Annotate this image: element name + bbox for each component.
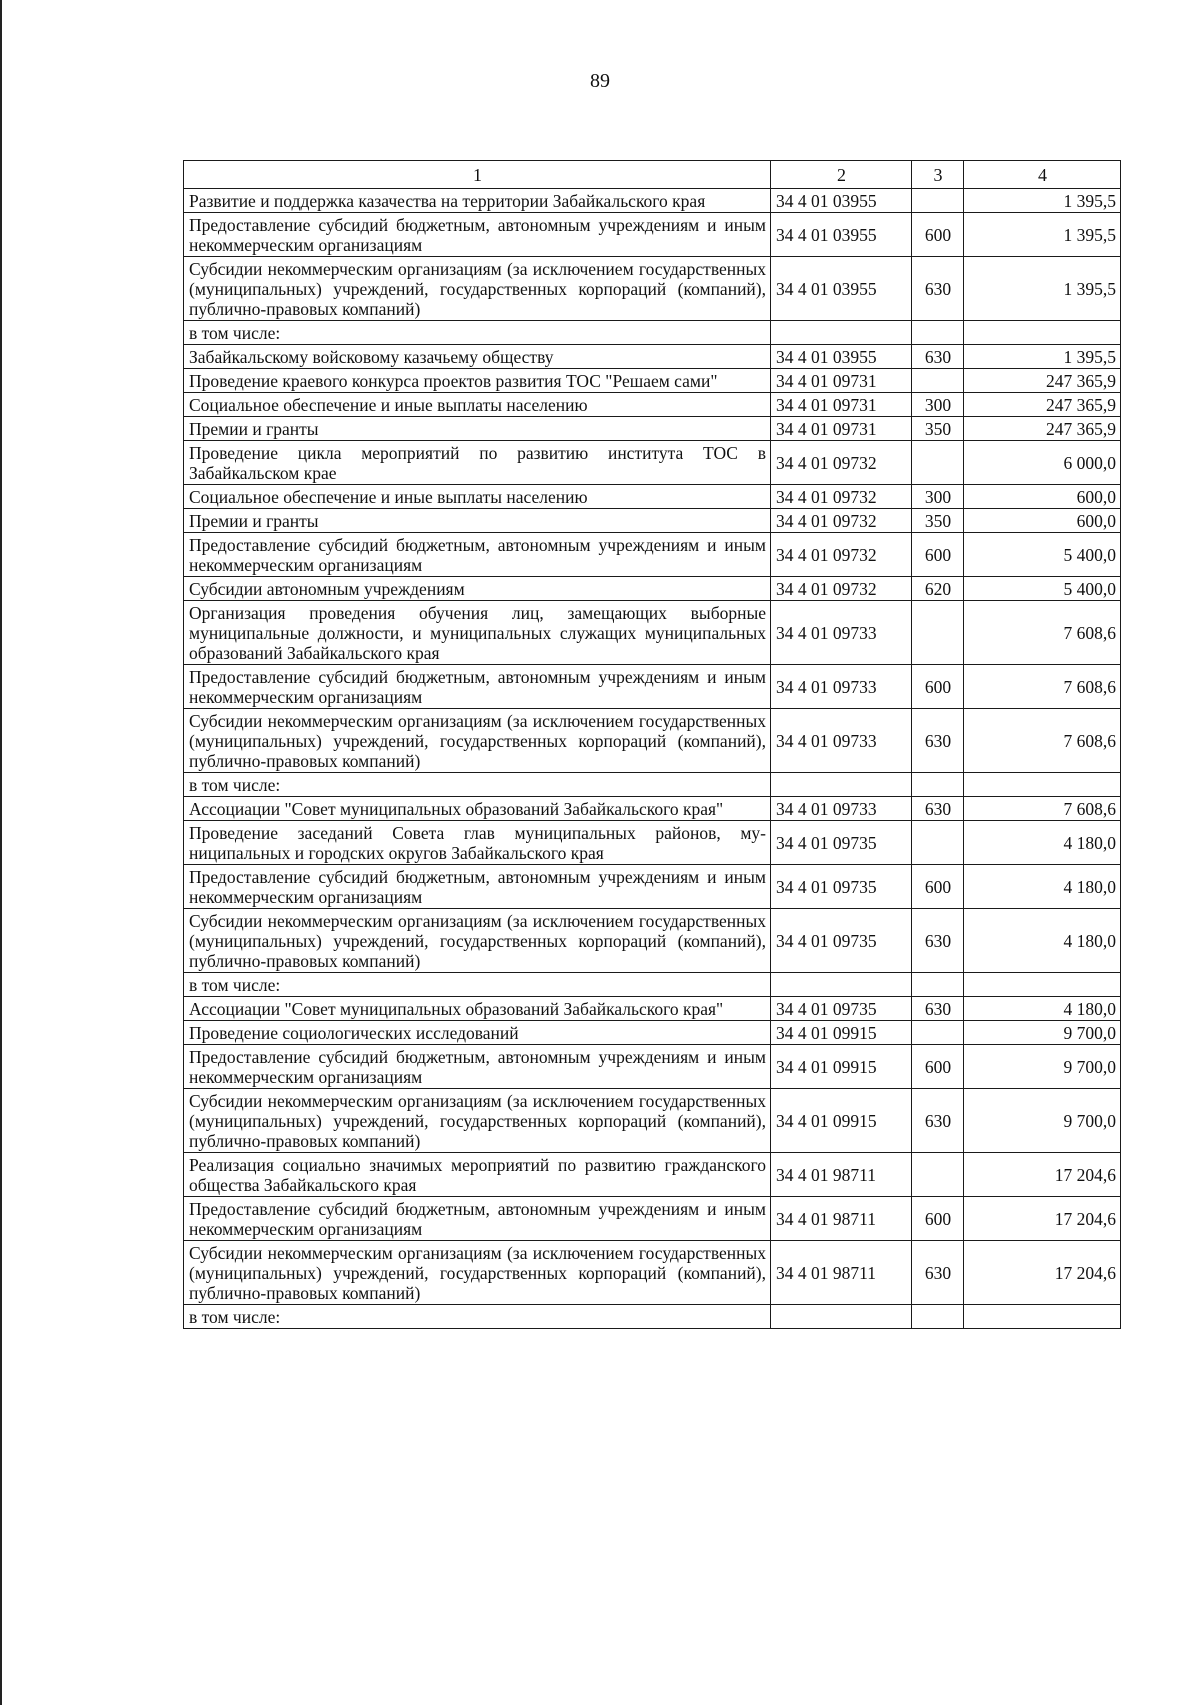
row-code-cell: 34 4 01 09733 [771,709,912,773]
table-row [184,577,1121,601]
row-name-cell: Развитие и поддержка казачества на территории Забайкальского края [184,189,771,213]
scan-edge [0,0,2,1705]
row-name-cell: в том числе: [184,321,771,345]
column-header: 3 [912,161,964,189]
table-row [184,509,1121,533]
row-name-cell: Предоставление субсидий бюджетным, автономным учреждениям и иным некоммерческим организациям [184,665,771,709]
row-name-cell: в том числе: [184,1305,771,1329]
row-type-cell [912,601,964,665]
row-code-cell: 34 4 01 09732 [771,533,912,577]
row-name-cell: Субсидии автономным учреждениям [184,577,771,601]
row-type-cell: 600 [912,533,964,577]
row-type-cell: 300 [912,485,964,509]
table-row [184,1305,1121,1329]
row-type-cell: 600 [912,865,964,909]
row-sum-cell: 17 204,6 [964,1241,1121,1305]
row-code-cell: 34 4 01 09732 [771,577,912,601]
column-header: 2 [771,161,912,189]
table-row [184,1197,1121,1241]
row-type-cell: 350 [912,509,964,533]
table-row [184,213,1121,257]
row-name-cell: Социальное обеспечение и иные выплаты населению [184,485,771,509]
row-name-cell: Субсидии некоммерческим организациям (за исключением государственных (муниципальных) учреждений, государственных корпораций (компаний), публично-правовых компаний) [184,709,771,773]
table-row [184,973,1121,997]
row-code-cell: 34 4 01 09735 [771,865,912,909]
table-row [184,345,1121,369]
row-sum-cell: 9 700,0 [964,1045,1121,1089]
budget-table [183,160,1121,1329]
row-name-cell: Субсидии некоммерческим организациям (за исключением государственных (муниципальных) учреждений, государственных корпораций (компаний), публично-правовых компаний) [184,909,771,973]
row-sum-cell [964,321,1121,345]
row-name-cell: Субсидии некоммерческим организациям (за исключением государственных (муниципальных) учреждений, государственных корпораций (компаний), публично-правовых компаний) [184,1241,771,1305]
table-row [184,533,1121,577]
row-type-cell: 600 [912,665,964,709]
row-sum-cell: 247 365,9 [964,417,1121,441]
row-name-cell: Субсидии некоммерческим организациям (за исключением государственных (муниципальных) учреждений, государственных корпораций (компаний), публично-правовых компаний) [184,1089,771,1153]
row-type-cell: 600 [912,1045,964,1089]
table-row [184,865,1121,909]
row-code-cell: 34 4 01 09731 [771,393,912,417]
table-row [184,997,1121,1021]
row-type-cell: 630 [912,1089,964,1153]
row-sum-cell: 7 608,6 [964,709,1121,773]
row-code-cell: 34 4 01 09731 [771,417,912,441]
row-code-cell: 34 4 01 03955 [771,257,912,321]
row-type-cell [912,189,964,213]
row-sum-cell: 1 395,5 [964,345,1121,369]
row-code-cell: 34 4 01 09735 [771,997,912,1021]
row-sum-cell: 9 700,0 [964,1021,1121,1045]
row-code-cell: 34 4 01 98711 [771,1241,912,1305]
table-row [184,601,1121,665]
row-code-cell: 34 4 01 09732 [771,509,912,533]
row-type-cell: 630 [912,1241,964,1305]
row-sum-cell: 247 365,9 [964,369,1121,393]
table-row [184,1045,1121,1089]
row-sum-cell: 4 180,0 [964,909,1121,973]
row-type-cell: 630 [912,709,964,773]
row-type-cell: 630 [912,909,964,973]
row-sum-cell: 9 700,0 [964,1089,1121,1153]
row-name-cell: Проведение социологических исследований [184,1021,771,1045]
row-code-cell: 34 4 01 03955 [771,345,912,369]
row-sum-cell: 5 400,0 [964,533,1121,577]
row-code-cell: 34 4 01 03955 [771,213,912,257]
row-sum-cell: 7 608,6 [964,665,1121,709]
row-name-cell: Социальное обеспечение и иные выплаты населению [184,393,771,417]
table-row [184,909,1121,973]
row-name-cell: Субсидии некоммерческим организациям (за исключением государственных (муниципальных) учреждений, государственных корпораций (компаний), публично-правовых компаний) [184,257,771,321]
row-name-cell: Премии и гранты [184,509,771,533]
row-type-cell [912,821,964,865]
row-code-cell: 34 4 01 09735 [771,821,912,865]
row-sum-cell: 4 180,0 [964,865,1121,909]
table-row [184,773,1121,797]
row-sum-cell: 1 395,5 [964,189,1121,213]
table-row [184,321,1121,345]
row-code-cell: 34 4 01 09733 [771,601,912,665]
row-code-cell: 34 4 01 09733 [771,665,912,709]
row-sum-cell: 4 180,0 [964,997,1121,1021]
table-row [184,1021,1121,1045]
row-name-cell: в том числе: [184,773,771,797]
table-row [184,797,1121,821]
row-name-cell: Проведение цикла мероприятий по развитию института ТОС в Забайкальском крае [184,441,771,485]
row-type-cell: 350 [912,417,964,441]
row-name-cell: Забайкальскому войсковому казачьему обществу [184,345,771,369]
row-type-cell [912,321,964,345]
row-type-cell: 600 [912,1197,964,1241]
row-code-cell [771,1305,912,1329]
table-row [184,485,1121,509]
row-type-cell [912,441,964,485]
row-type-cell: 630 [912,345,964,369]
row-name-cell: Ассоциации "Совет муниципальных образований Забайкальского края" [184,997,771,1021]
table-row [184,257,1121,321]
row-name-cell: Предоставление субсидий бюджетным, автономным учреждениям и иным некоммерческим организациям [184,1197,771,1241]
row-sum-cell: 7 608,6 [964,797,1121,821]
row-name-cell: Организация проведения обучения лиц, замещающих выборные муниципальные должности, и муниципальных служащих муниципальных образований Забайкальского края [184,601,771,665]
row-name-cell: Ассоциации "Совет муниципальных образований Забайкальского края" [184,797,771,821]
row-sum-cell: 1 395,5 [964,257,1121,321]
row-type-cell [912,1305,964,1329]
row-code-cell [771,321,912,345]
row-type-cell: 630 [912,997,964,1021]
row-type-cell [912,1153,964,1197]
row-type-cell [912,1021,964,1045]
row-name-cell: Предоставление субсидий бюджетным, автономным учреждениям и иным некоммерческим организациям [184,533,771,577]
table-row [184,1241,1121,1305]
row-name-cell: Проведение заседаний Совета глав муниципальных районов, муниципальных и городских округов Забайкальского края [184,821,771,865]
row-code-cell: 34 4 01 98711 [771,1197,912,1241]
table-row [184,189,1121,213]
row-type-cell [912,369,964,393]
row-sum-cell: 247 365,9 [964,393,1121,417]
row-type-cell: 600 [912,213,964,257]
column-header: 1 [184,161,771,189]
table-row [184,441,1121,485]
row-sum-cell: 600,0 [964,509,1121,533]
table-row [184,417,1121,441]
row-code-cell: 34 4 01 09731 [771,369,912,393]
row-name-cell: в том числе: [184,973,771,997]
row-name-cell: Предоставление субсидий бюджетным, автономным учреждениям и иным некоммерческим организациям [184,865,771,909]
row-sum-cell: 1 395,5 [964,213,1121,257]
table-row [184,393,1121,417]
row-code-cell: 34 4 01 98711 [771,1153,912,1197]
row-sum-cell [964,973,1121,997]
row-code-cell: 34 4 01 09733 [771,797,912,821]
table-row [184,665,1121,709]
row-name-cell: Проведение краевого конкурса проектов развития ТОС "Решаем сами" [184,369,771,393]
row-type-cell: 630 [912,257,964,321]
row-code-cell: 34 4 01 09732 [771,485,912,509]
row-code-cell: 34 4 01 09915 [771,1089,912,1153]
row-type-cell: 620 [912,577,964,601]
row-type-cell: 300 [912,393,964,417]
row-code-cell [771,773,912,797]
table-header-row [184,161,1121,189]
row-sum-cell: 600,0 [964,485,1121,509]
row-sum-cell: 7 608,6 [964,601,1121,665]
row-sum-cell: 17 204,6 [964,1197,1121,1241]
row-name-cell: Предоставление субсидий бюджетным, автономным учреждениям и иным некоммерческим организациям [184,1045,771,1089]
row-code-cell [771,973,912,997]
row-sum-cell: 17 204,6 [964,1153,1121,1197]
row-type-cell [912,773,964,797]
row-code-cell: 34 4 01 09915 [771,1045,912,1089]
row-code-cell: 34 4 01 09915 [771,1021,912,1045]
row-code-cell: 34 4 01 09732 [771,441,912,485]
column-header: 4 [964,161,1121,189]
table-row [184,1089,1121,1153]
table-row [184,1153,1121,1197]
row-name-cell: Предоставление субсидий бюджетным, автономным учреждениям и иным некоммерческим организациям [184,213,771,257]
row-sum-cell: 6 000,0 [964,441,1121,485]
row-name-cell: Премии и гранты [184,417,771,441]
row-name-cell: Реализация социально значимых мероприятий по развитию гражданского общества Забайкальского края [184,1153,771,1197]
table-row [184,369,1121,393]
row-type-cell [912,973,964,997]
table-row [184,821,1121,865]
row-type-cell: 630 [912,797,964,821]
row-sum-cell: 5 400,0 [964,577,1121,601]
row-code-cell: 34 4 01 03955 [771,189,912,213]
row-sum-cell [964,1305,1121,1329]
row-code-cell: 34 4 01 09735 [771,909,912,973]
row-sum-cell: 4 180,0 [964,821,1121,865]
page-number: 89 [590,70,610,92]
table-row [184,709,1121,773]
row-sum-cell [964,773,1121,797]
